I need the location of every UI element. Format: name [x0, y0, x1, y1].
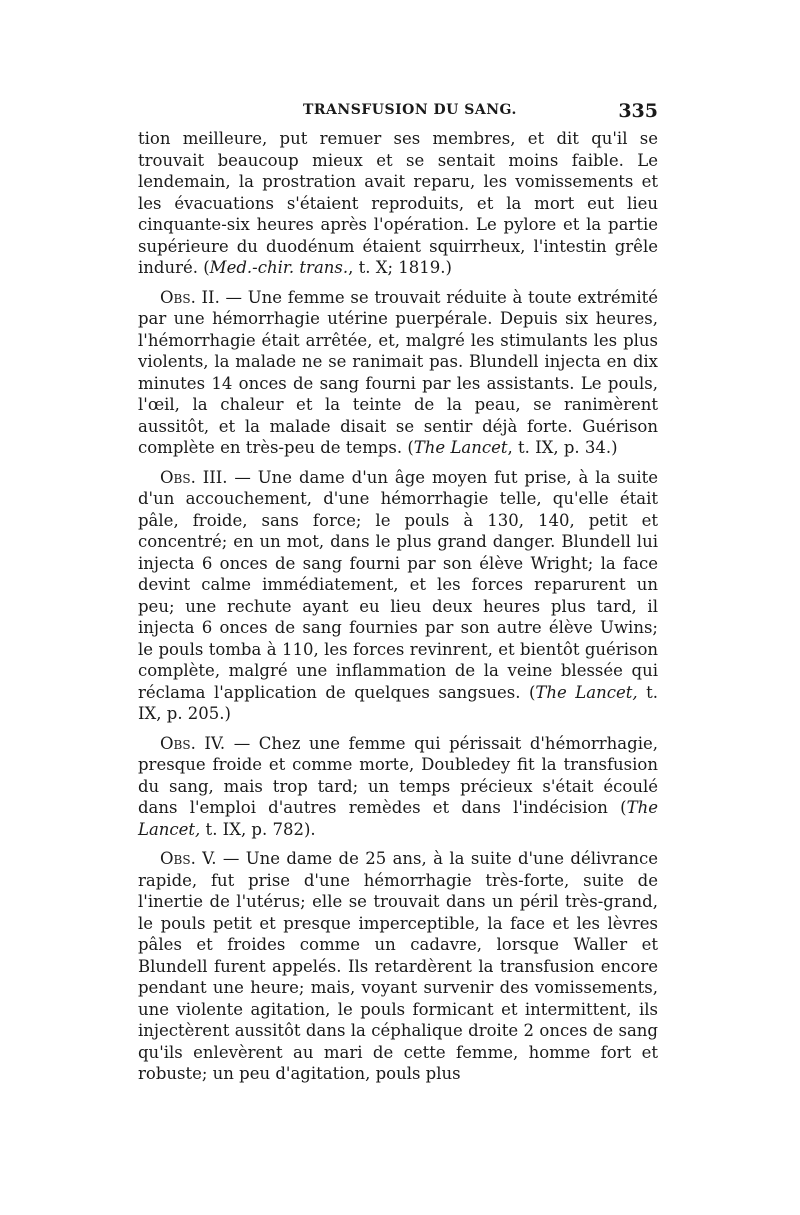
paragraph-text: — Une femme se trouvait réduite à toute extrémité par une hémorrhagie utérine puerpérale. Depuis six heures, l'hémorrhagie était arrêtée, et, malgré les stimulants les plus violents, la malade ne se ranimait pas. Blundell injecta en dix minutes 14 onces de sang fourni par les assistants. Le pouls, l'œil, la chaleur et la teinte de la peau, se ranimèrent aussitôt, et la malade disait se sentir déjà forte. Guérison complète en très-peu de temps. ( [138, 287, 658, 457]
page-number: 335 [618, 100, 658, 122]
paragraph-continuation [138, 128, 658, 279]
page-body [138, 128, 658, 1093]
observation-3 [138, 467, 658, 725]
citation-detail: t. IX, p. 205.) [138, 682, 658, 723]
citation-title: Med.-chir. trans. [209, 258, 349, 277]
citation-detail: t. IX, p. 782). [200, 819, 316, 839]
citation-detail: , t. IX, p. 34.) [507, 438, 618, 457]
paragraph-text: — Chez une femme qui périssait d'hémorrhagie, presque froide et comme morte, Doubledey fit la transfusion du sang, mais trop tard; un temps précieux s'était écoulé dans l'emploi d'autres remèdes et dans l'indécision ( [138, 733, 658, 817]
observation-label: Obs. III. [160, 467, 228, 487]
citation-detail: , t. X; 1819.) [348, 258, 452, 277]
observation-label: Obs. II. [160, 287, 220, 307]
observation-5 [138, 848, 658, 1085]
paragraph-text: — Une dame d'un âge moyen fut prise, à la suite d'un accouchement, d'une hémorrhagie telle, qu'elle était pâle, froide, sans force; le pouls à 130, 140, petit et concentré; en un mot, dans le plus grand danger. Blundell lui injecta 6 onces de sang fourni par son élève Wright; la face devint calme immédiatement, et les forces reparurent un peu; une rechute ayant eu lieu deux heures plus tard, il injecta 6 onces de sang fournies par son autre élève Uwins; le pouls tomba à 110, les forces revinrent, et bientôt guérison complète, malgré une inflammation de la veine blessée qui réclama l'application de quelques sangsues. ( [138, 467, 658, 702]
observation-4 [138, 733, 658, 841]
running-header [138, 100, 658, 126]
citation-title: The Lancet [413, 438, 508, 457]
citation-title: The Lancet, [138, 798, 658, 839]
observation-label: Obs. IV. [160, 733, 226, 753]
running-title: TRANSFUSION DU SANG. [303, 102, 517, 118]
citation-title: The Lancet, [535, 682, 638, 702]
observation-label: Obs. V. [160, 849, 217, 868]
paragraph-text: tion meilleure, put remuer ses membres, et dit qu'il se trouvait beaucoup mieux et se sentait moins faible. Le lendemain, la prostration avait reparu, les vomissements et les évacuations s'étaient reproduits, et la mort eut lieu cinquante-six heures après l'opération. Le pylore et la partie supérieure du duodénum étaient squirrheux, l'intestin grêle induré. ( [138, 129, 658, 277]
observation-2 [138, 287, 658, 459]
paragraph-text: — Une dame de 25 ans, à la suite d'une délivrance rapide, fut prise d'une hémorrhagie très-forte, suite de l'inertie de l'utérus; elle se trouvait dans un péril très-grand, le pouls petit et presque imperceptible, la face et les lèvres pâles et froides comme un cadavre, lorsque Waller et Blundell furent appelés. Ils retardèrent la transfusion encore pendant une heure; mais, voyant survenir des vomissements, une violente agitation, le pouls formicant et intermittent, ils injectèrent aussitôt dans la céphalique droite 2 onces de sang qu'ils enlevèrent au mari de cette femme, homme fort et robuste; un peu d'agitation, pouls plus [138, 849, 658, 1083]
